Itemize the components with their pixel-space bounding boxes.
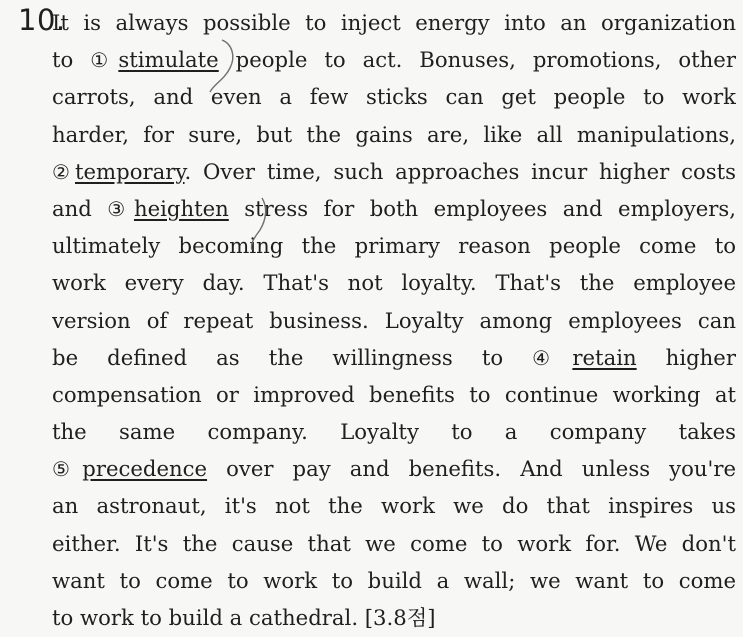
- passage-line-3: carrots, and even a few sticks can get people to work: [52, 84, 736, 110]
- text-segment: stress for both employees and employers,: [228, 195, 736, 221]
- choice-marker-1: ①: [90, 48, 119, 73]
- passage-line-5: [52, 153, 736, 190]
- text-segment: to: [52, 47, 91, 73]
- text-segment: be defined as the willingness to: [52, 344, 533, 370]
- passage-line-13: [52, 450, 736, 487]
- passage-line-2: [52, 41, 736, 78]
- passage-line-14: an astronaut, it's not the work we do that inspires us: [52, 493, 736, 519]
- underlined-choice-5: precedence: [82, 456, 208, 482]
- text-segment: . Over time, such approaches incur higher costs: [184, 158, 736, 184]
- passage-line-15: either. It's the cause that we come to work for. We don't: [52, 530, 736, 556]
- passage-line-12: the same company. Loyalty to a company takes: [52, 419, 736, 445]
- text-segment: over pay and benefits. And unless you're: [207, 456, 736, 482]
- passage-line-11: compensation or improved benefits to continue working at: [52, 381, 736, 407]
- text-segment: people to act. Bonuses, promotions, other: [218, 47, 736, 73]
- choice-marker-4: ④: [532, 345, 573, 370]
- choice-marker-2: ②: [52, 159, 75, 184]
- passage-line-6: [52, 190, 736, 227]
- choice-marker-3: ③: [107, 196, 134, 221]
- choice-marker-5: ⑤: [52, 457, 83, 482]
- underlined-choice-1: stimulate: [118, 47, 219, 73]
- passage-line-17: to work to build a cathedral. [3.8점]: [52, 605, 436, 630]
- underlined-choice-2: temporary: [75, 158, 185, 184]
- question-passage: [52, 4, 736, 636]
- passage-line-4: harder, for sure, but the gains are, like all manipulations,: [52, 121, 736, 147]
- question-number: 10.: [18, 3, 66, 37]
- passage-line-10: [52, 339, 736, 376]
- passage-line-7: ultimately becoming the primary reason people come to: [52, 233, 736, 259]
- text-segment: and: [52, 195, 108, 221]
- passage-line-9: version of repeat business. Loyalty among employees can: [52, 307, 736, 333]
- text-segment: higher: [636, 344, 736, 370]
- passage-line-8: work every day. That's not loyalty. That's the employee: [52, 270, 736, 296]
- underlined-choice-3: heighten: [133, 195, 229, 221]
- passage-line-16: want to come to work to build a wall; we want to come: [52, 567, 736, 593]
- passage-line-1: It is always possible to inject energy into an organization: [52, 10, 736, 35]
- underlined-choice-4: retain: [572, 344, 637, 370]
